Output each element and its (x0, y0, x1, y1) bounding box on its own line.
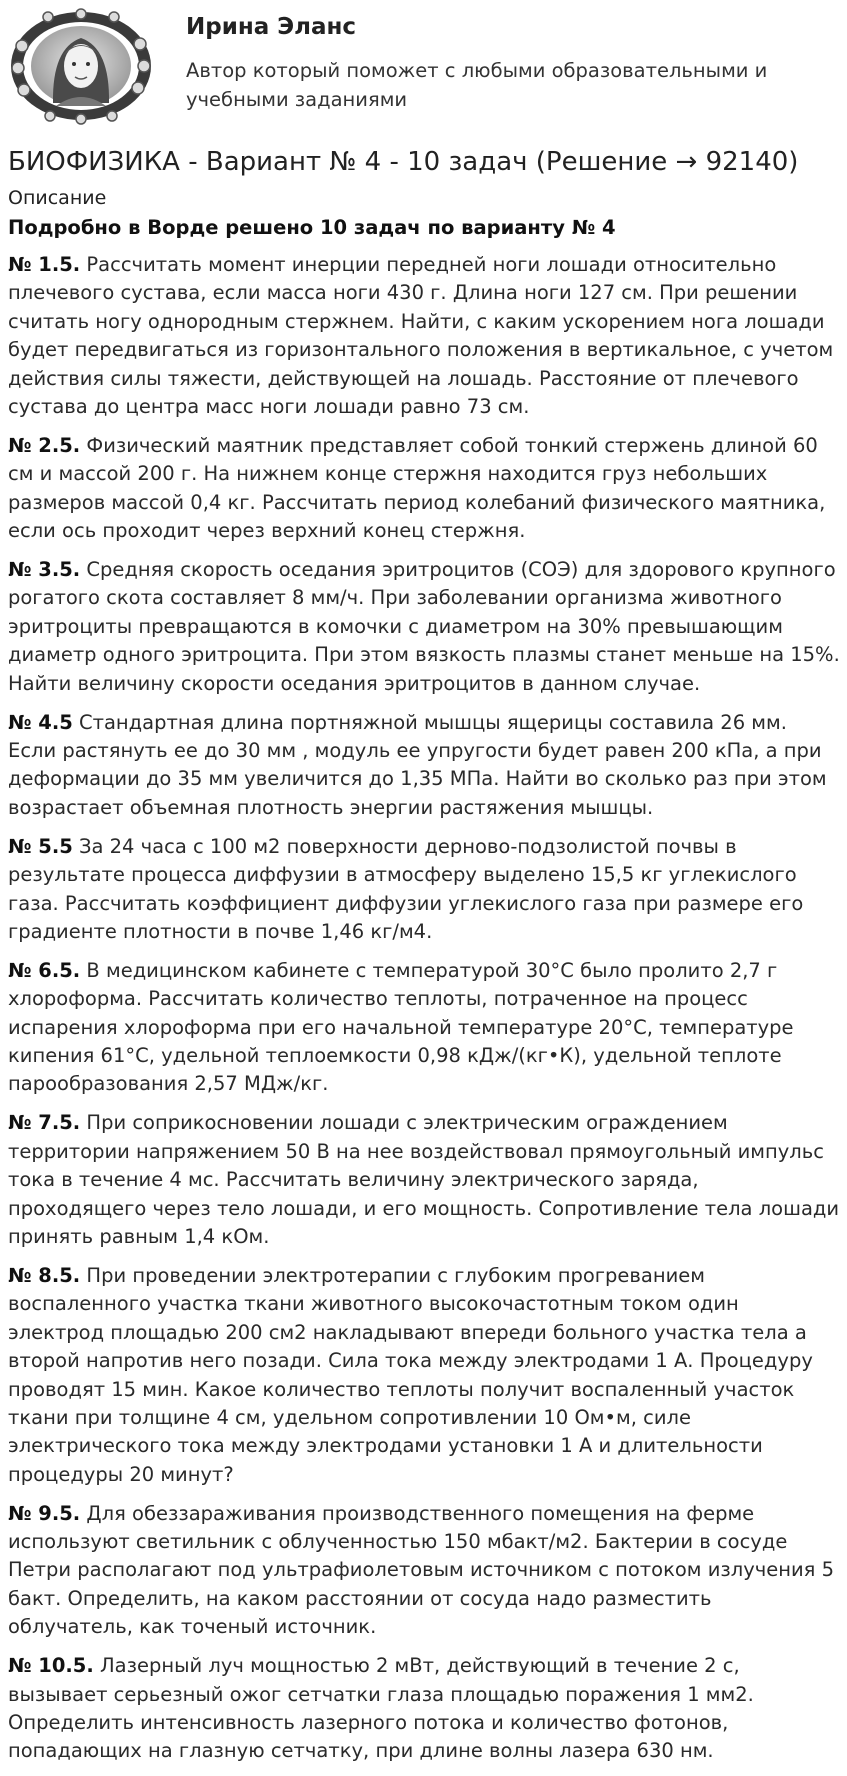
author-name[interactable]: Ирина Эланс (186, 14, 357, 40)
problem-number: № 2.5. (8, 433, 81, 457)
problem-item (8, 709, 841, 823)
problem-item (8, 251, 841, 421)
problem-text: Физический маятник представляет собой тонкий стержень длиной 60 см и массой 200 г. На нижнем конце стержня находится груз небольших размеров массой 0,4 кг. Рассчитать период колебаний физического маятника, если ось проходит через верхний конец стержня. (8, 433, 826, 543)
problem-item (8, 1262, 841, 1489)
problem-text: В медицинском кабинете с температурой 30°С было пролито 2,7 г хлороформа. Рассчитать количество теплоты, потраченное на процесс испарения хлороформа при его начальной температуре 20°С, температуре кипения 61°С, удельной теплоемкости 0,98 кДж/(кг•К), удельной теплоте парообразования 2,57 МДж/кг. (8, 958, 794, 1096)
problem-item (8, 556, 841, 698)
main-content (8, 144, 841, 1776)
problem-number: № 1.5. (8, 253, 81, 276)
problem-list (8, 251, 841, 1766)
avatar-image (8, 8, 154, 126)
problem-item (8, 957, 841, 1099)
author-avatar[interactable] (8, 8, 154, 126)
problem-number: № 5.5 (8, 834, 73, 858)
problem-text: При проведении электротерапии с глубоким прогреванием воспаленного участка ткани животного высокочастотным током один электрод площадью 200 см2 накладывают впереди больного участка тела а второй напротив него позади. Сила тока между электродами 1 А. Процедуру проводят 15 мин. Какое количество теплоты получит воспаленный участок ткани при толщине 4 см, удельном сопротивлении 10 Ом•м, силе электрического тока между электродами установки 1 А и длительности процедуры 20 минут? (8, 1263, 813, 1486)
problem-text: За 24 часа с 100 м2 поверхности дерново-подзолистой почвы в результате процесса диффузии в атмосферу выделено 15,5 кг углекислого газа. Рассчитать коэффициент диффузии углекислого газа при размере его градиенте плотности в почве 1,46 кг/м4. (8, 834, 804, 943)
problem-text: Стандартная длина портняжной мышцы ящерицы составила 26 мм. Если растянуть ее до 30 мм , модуль ее упругости будет равен 200 кПа, а при деформации до 35 мм увеличится до 1,35 МПа. Найти во сколько раз при этом возрастает объемная плотность энергии растяжения мышцы. (8, 710, 827, 819)
problem-item (8, 432, 841, 546)
page-title: БИОФИЗИКА - Вариант № 4 - 10 задач (Решение → 92140) (8, 147, 799, 177)
problem-text: Средняя скорость оседания эритроцитов (СОЭ) для здорового крупного рогатого скота составляет 8 мм/ч. При заболевании организма животного эритроциты превращаются в комочки с диаметром на 30% превышающим диаметр одного эритроцита. При этом вязкость плазмы станет меньше на 15%. Найти величину скорости оседания эритроцитов в данном случае. (8, 558, 840, 695)
problem-number: № 3.5. (8, 558, 81, 582)
problem-item (8, 1500, 841, 1642)
problem-number: № 10.5. (8, 1654, 94, 1678)
problem-number: № 9.5. (8, 1501, 81, 1525)
author-description: Автор который поможет с любыми образовательными и учебными заданиями (186, 59, 768, 111)
problem-text: При соприкосновении лошади с электрическим ограждением территории напряжением 50 В на нее воздействовал прямоугольный импульс тока в течение 4 мс. Рассчитать величину электрического заряда, проходящего через тело лошади, и его мощность. Сопротивление тела лошади принять равным 1,4 кОм. (8, 1111, 840, 1248)
description-summary: Подробно в Ворде решено 10 задач по варианту № 4 (8, 216, 616, 239)
problem-number: № 8.5. (8, 1263, 81, 1287)
author-card (8, 8, 838, 128)
description-label: Описание (8, 187, 107, 209)
problem-number: № 4.5 (8, 710, 73, 734)
problem-item (8, 1109, 841, 1251)
problem-number: № 7.5. (8, 1111, 81, 1135)
problem-text: Лазерный луч мощностью 2 мВт, действующий в течение 2 с, вызывает серьезный ожог сетчатки глаза площадью поражения 1 мм2. Определить интенсивность лазерного потока и количество фотонов, попадающих на глазную сетчатку, при длине волны лазера 630 нм. (8, 1654, 754, 1763)
problem-text: Для обеззараживания производственного помещения на ферме используют светильник с облученностью 150 мбакт/м2. Бактерии в сосуде Петри располагают под ультрафиолетовым источником с потоком излучения 5 бакт. Определить, на каком расстоянии от сосуда надо разместить облучатель, как точеный источник. (8, 1501, 835, 1639)
problem-item (8, 833, 841, 947)
problem-item (8, 1652, 841, 1766)
problem-number: № 6.5. (8, 958, 81, 982)
problem-text: Рассчитать момент инерции передней ноги лошади относительно плечевого сустава, если масса ноги 430 г. Длина ноги 127 см. При решении считать ногу однородным стержнем. Найти, с каким ускорением нога лошади будет передвигаться из горизонтального положения в вертикальное, с учетом действия силы тяжести, действующей на лошадь. Расстояние от плечевого сустава до центра масс ноги лошади равно 73 см. (8, 253, 834, 419)
